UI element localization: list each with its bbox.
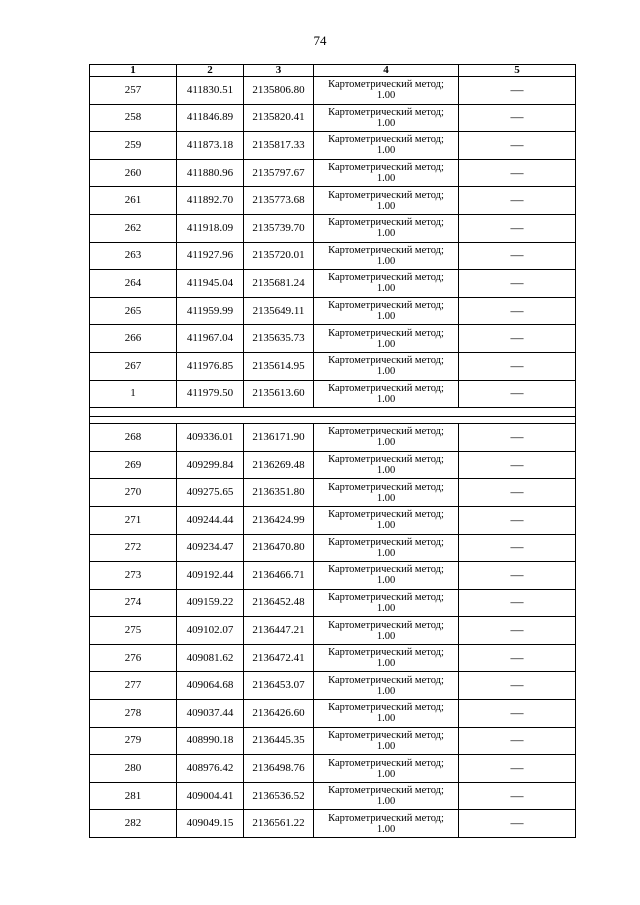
accuracy-value: 1.00 [376,602,396,614]
point-number-cell: 282 [90,810,177,838]
method-cell [314,187,459,215]
method-text: Картометрический метод; [328,106,444,118]
column-header-4: 4 [314,65,459,77]
point-number-cell: 271 [90,506,177,534]
point-number-cell: 274 [90,589,177,617]
x-coordinate-cell: 411830.51 [177,77,244,105]
method-text: Картометрический метод; [328,426,444,438]
method-cell [314,672,459,700]
method-cell [314,782,459,810]
dash-mark: — [510,539,524,555]
table-row [90,159,576,187]
dash-mark: — [510,622,524,638]
table-row [90,644,576,672]
x-coordinate-cell: 411976.85 [177,352,244,380]
dash-mark: — [510,649,524,665]
coordinates-table [89,64,576,838]
accuracy-value: 1.00 [376,90,396,102]
point-number-cell: 263 [90,242,177,270]
y-coordinate-cell: 2136498.76 [244,755,314,783]
point-number-cell: 270 [90,479,177,507]
method-text: Картометрический метод; [328,702,444,714]
note-cell [459,159,576,187]
accuracy-value: 1.00 [376,740,396,752]
method-text: Картометрический метод; [328,481,444,493]
method-cell [314,644,459,672]
dash-mark: — [510,219,524,235]
method-text: Картометрический метод; [328,244,444,256]
dash-mark: — [510,484,524,500]
note-cell [459,672,576,700]
y-coordinate-cell: 2136453.07 [244,672,314,700]
x-coordinate-cell: 411959.99 [177,297,244,325]
method-text: Картометрический метод; [328,454,444,466]
x-coordinate-cell: 411979.50 [177,380,244,408]
method-cell [314,755,459,783]
dash-mark: — [510,732,524,748]
accuracy-value: 1.00 [376,173,396,185]
table-row [90,479,576,507]
table-row [90,727,576,755]
x-coordinate-cell: 409192.44 [177,562,244,590]
note-cell [459,534,576,562]
table-row [90,297,576,325]
dash-mark: — [510,704,524,720]
y-coordinate-cell: 2136447.21 [244,617,314,645]
table-row [90,589,576,617]
method-text: Картометрический метод; [328,300,444,312]
dash-mark: — [510,136,524,152]
column-header-2: 2 [177,65,244,77]
x-coordinate-cell: 411927.96 [177,242,244,270]
point-number-cell: 265 [90,297,177,325]
y-coordinate-cell: 2135635.73 [244,325,314,353]
method-cell [314,325,459,353]
x-coordinate-cell: 409081.62 [177,644,244,672]
spacer-cell [90,417,576,424]
point-number-cell: 272 [90,534,177,562]
x-coordinate-cell: 409064.68 [177,672,244,700]
method-text: Картометрический метод; [328,564,444,576]
note-cell [459,132,576,160]
point-number-cell: 267 [90,352,177,380]
method-cell [314,77,459,105]
y-coordinate-cell: 2136424.99 [244,506,314,534]
x-coordinate-cell: 409037.44 [177,700,244,728]
x-coordinate-cell: 409336.01 [177,424,244,452]
y-coordinate-cell: 2135613.60 [244,380,314,408]
note-cell [459,424,576,452]
method-cell [314,380,459,408]
dash-mark: — [510,164,524,180]
y-coordinate-cell: 2135806.80 [244,77,314,105]
method-text: Картометрический метод; [328,327,444,339]
method-text: Картометрический метод; [328,647,444,659]
note-cell [459,214,576,242]
dash-mark: — [510,109,524,125]
x-coordinate-cell: 411945.04 [177,270,244,298]
method-cell [314,104,459,132]
y-coordinate-cell: 2136466.71 [244,562,314,590]
point-number-cell: 269 [90,451,177,479]
dash-mark: — [510,385,524,401]
method-text: Картометрический метод; [328,382,444,394]
block-spacer-row [90,417,576,424]
table-row [90,424,576,452]
method-text: Картометрический метод; [328,134,444,146]
method-cell [314,479,459,507]
table-row [90,104,576,132]
y-coordinate-cell: 2135681.24 [244,270,314,298]
method-cell [314,589,459,617]
y-coordinate-cell: 2135649.11 [244,297,314,325]
note-cell [459,77,576,105]
note-cell [459,810,576,838]
x-coordinate-cell: 409004.41 [177,782,244,810]
dash-mark: — [510,274,524,290]
accuracy-value: 1.00 [376,228,396,240]
note-cell [459,104,576,132]
table-row [90,534,576,562]
table-row [90,214,576,242]
point-number-cell: 275 [90,617,177,645]
accuracy-value: 1.00 [376,492,396,504]
y-coordinate-cell: 2136452.48 [244,589,314,617]
accuracy-value: 1.00 [376,200,396,212]
accuracy-value: 1.00 [376,255,396,267]
dash-mark: — [510,428,524,444]
table-row [90,617,576,645]
y-coordinate-cell: 2136445.35 [244,727,314,755]
point-number-cell: 276 [90,644,177,672]
note-cell [459,479,576,507]
x-coordinate-cell: 408976.42 [177,755,244,783]
table-row [90,810,576,838]
table-row [90,187,576,215]
point-number-cell: 279 [90,727,177,755]
point-number-cell: 257 [90,77,177,105]
y-coordinate-cell: 2136536.52 [244,782,314,810]
y-coordinate-cell: 2135739.70 [244,214,314,242]
method-cell [314,727,459,755]
note-cell [459,700,576,728]
y-coordinate-cell: 2136269.48 [244,451,314,479]
method-text: Картометрический метод; [328,812,444,824]
method-text: Картометрический метод; [328,785,444,797]
point-number-cell: 258 [90,104,177,132]
method-text: Картометрический метод; [328,355,444,367]
dash-mark: — [510,760,524,776]
method-cell [314,506,459,534]
method-text: Картометрический метод; [328,79,444,91]
table-row [90,506,576,534]
accuracy-value: 1.00 [376,630,396,642]
method-text: Картометрический метод; [328,591,444,603]
accuracy-value: 1.00 [376,437,396,449]
x-coordinate-cell: 411873.18 [177,132,244,160]
note-cell [459,187,576,215]
method-text: Картометрический метод; [328,674,444,686]
table-row [90,755,576,783]
note-cell [459,755,576,783]
method-text: Картометрический метод; [328,509,444,521]
method-cell [314,297,459,325]
point-number-cell: 273 [90,562,177,590]
method-text: Картометрический метод; [328,729,444,741]
column-header-1: 1 [90,65,177,77]
table-row [90,77,576,105]
method-cell [314,562,459,590]
method-cell [314,810,459,838]
accuracy-value: 1.00 [376,311,396,323]
x-coordinate-cell: 409049.15 [177,810,244,838]
table-row [90,380,576,408]
x-coordinate-cell: 411918.09 [177,214,244,242]
x-coordinate-cell: 409234.47 [177,534,244,562]
method-cell [314,352,459,380]
method-cell [314,159,459,187]
method-cell [314,242,459,270]
table-row [90,242,576,270]
note-cell [459,506,576,534]
point-number-cell: 261 [90,187,177,215]
page-number: 74 [313,33,327,48]
point-number-cell: 266 [90,325,177,353]
x-coordinate-cell: 409299.84 [177,451,244,479]
point-number-cell: 278 [90,700,177,728]
accuracy-value: 1.00 [376,547,396,559]
accuracy-value: 1.00 [376,117,396,129]
accuracy-value: 1.00 [376,366,396,378]
note-cell [459,242,576,270]
dash-mark: — [510,81,524,97]
y-coordinate-cell: 2135720.01 [244,242,314,270]
note-cell [459,727,576,755]
table-row [90,672,576,700]
accuracy-value: 1.00 [376,338,396,350]
point-number-cell: 280 [90,755,177,783]
method-cell [314,214,459,242]
x-coordinate-cell: 411892.70 [177,187,244,215]
y-coordinate-cell: 2135773.68 [244,187,314,215]
dash-mark: — [510,192,524,208]
dash-mark: — [510,566,524,582]
y-coordinate-cell: 2136561.22 [244,810,314,838]
method-text: Картометрический метод; [328,189,444,201]
accuracy-value: 1.00 [376,465,396,477]
note-cell [459,270,576,298]
method-cell [314,617,459,645]
y-coordinate-cell: 2135614.95 [244,352,314,380]
dash-mark: — [510,330,524,346]
point-number-cell: 1 [90,380,177,408]
accuracy-value: 1.00 [376,283,396,295]
table-row [90,782,576,810]
x-coordinate-cell: 409275.65 [177,479,244,507]
note-cell [459,380,576,408]
method-text: Картометрический метод; [328,162,444,174]
dash-mark: — [510,247,524,263]
table-row [90,451,576,479]
table-row [90,325,576,353]
x-coordinate-cell: 409159.22 [177,589,244,617]
point-number-cell: 277 [90,672,177,700]
y-coordinate-cell: 2136426.60 [244,700,314,728]
separator-cell [90,408,576,417]
method-cell [314,451,459,479]
accuracy-value: 1.00 [376,393,396,405]
y-coordinate-cell: 2136472.41 [244,644,314,672]
table-row [90,700,576,728]
table-body [90,77,576,838]
point-number-cell: 281 [90,782,177,810]
accuracy-value: 1.00 [376,575,396,587]
x-coordinate-cell: 409244.44 [177,506,244,534]
method-text: Картометрический метод; [328,536,444,548]
accuracy-value: 1.00 [376,796,396,808]
method-cell [314,270,459,298]
column-header-3: 3 [244,65,314,77]
y-coordinate-cell: 2136171.90 [244,424,314,452]
point-number-cell: 259 [90,132,177,160]
dash-mark: — [510,357,524,373]
note-cell [459,589,576,617]
note-cell [459,297,576,325]
dash-mark: — [510,815,524,831]
x-coordinate-cell: 411880.96 [177,159,244,187]
table-row [90,562,576,590]
point-number-cell: 262 [90,214,177,242]
y-coordinate-cell: 2136351.80 [244,479,314,507]
note-cell [459,644,576,672]
method-text: Картометрический метод; [328,217,444,229]
table-row [90,352,576,380]
accuracy-value: 1.00 [376,713,396,725]
dash-mark: — [510,456,524,472]
accuracy-value: 1.00 [376,823,396,835]
method-cell [314,534,459,562]
x-coordinate-cell: 408990.18 [177,727,244,755]
accuracy-value: 1.00 [376,145,396,157]
x-coordinate-cell: 411967.04 [177,325,244,353]
dash-mark: — [510,302,524,318]
method-text: Картометрический метод; [328,619,444,631]
column-header-5: 5 [459,65,576,77]
accuracy-value: 1.00 [376,768,396,780]
point-number-cell: 260 [90,159,177,187]
dash-mark: — [510,677,524,693]
dash-mark: — [510,787,524,803]
method-cell [314,700,459,728]
point-number-cell: 268 [90,424,177,452]
y-coordinate-cell: 2136470.80 [244,534,314,562]
y-coordinate-cell: 2135820.41 [244,104,314,132]
dash-mark: — [510,511,524,527]
x-coordinate-cell: 411846.89 [177,104,244,132]
table-header-row [90,65,576,77]
note-cell [459,617,576,645]
method-text: Картометрический метод; [328,757,444,769]
x-coordinate-cell: 409102.07 [177,617,244,645]
note-cell [459,562,576,590]
table-row [90,132,576,160]
note-cell [459,352,576,380]
note-cell [459,451,576,479]
table-row [90,270,576,298]
method-text: Картометрический метод; [328,272,444,284]
method-cell [314,424,459,452]
dash-mark: — [510,594,524,610]
point-number-cell: 264 [90,270,177,298]
y-coordinate-cell: 2135817.33 [244,132,314,160]
accuracy-value: 1.00 [376,658,396,670]
accuracy-value: 1.00 [376,520,396,532]
method-cell [314,132,459,160]
y-coordinate-cell: 2135797.67 [244,159,314,187]
note-cell [459,782,576,810]
accuracy-value: 1.00 [376,685,396,697]
note-cell [459,325,576,353]
block-separator-row [90,408,576,417]
